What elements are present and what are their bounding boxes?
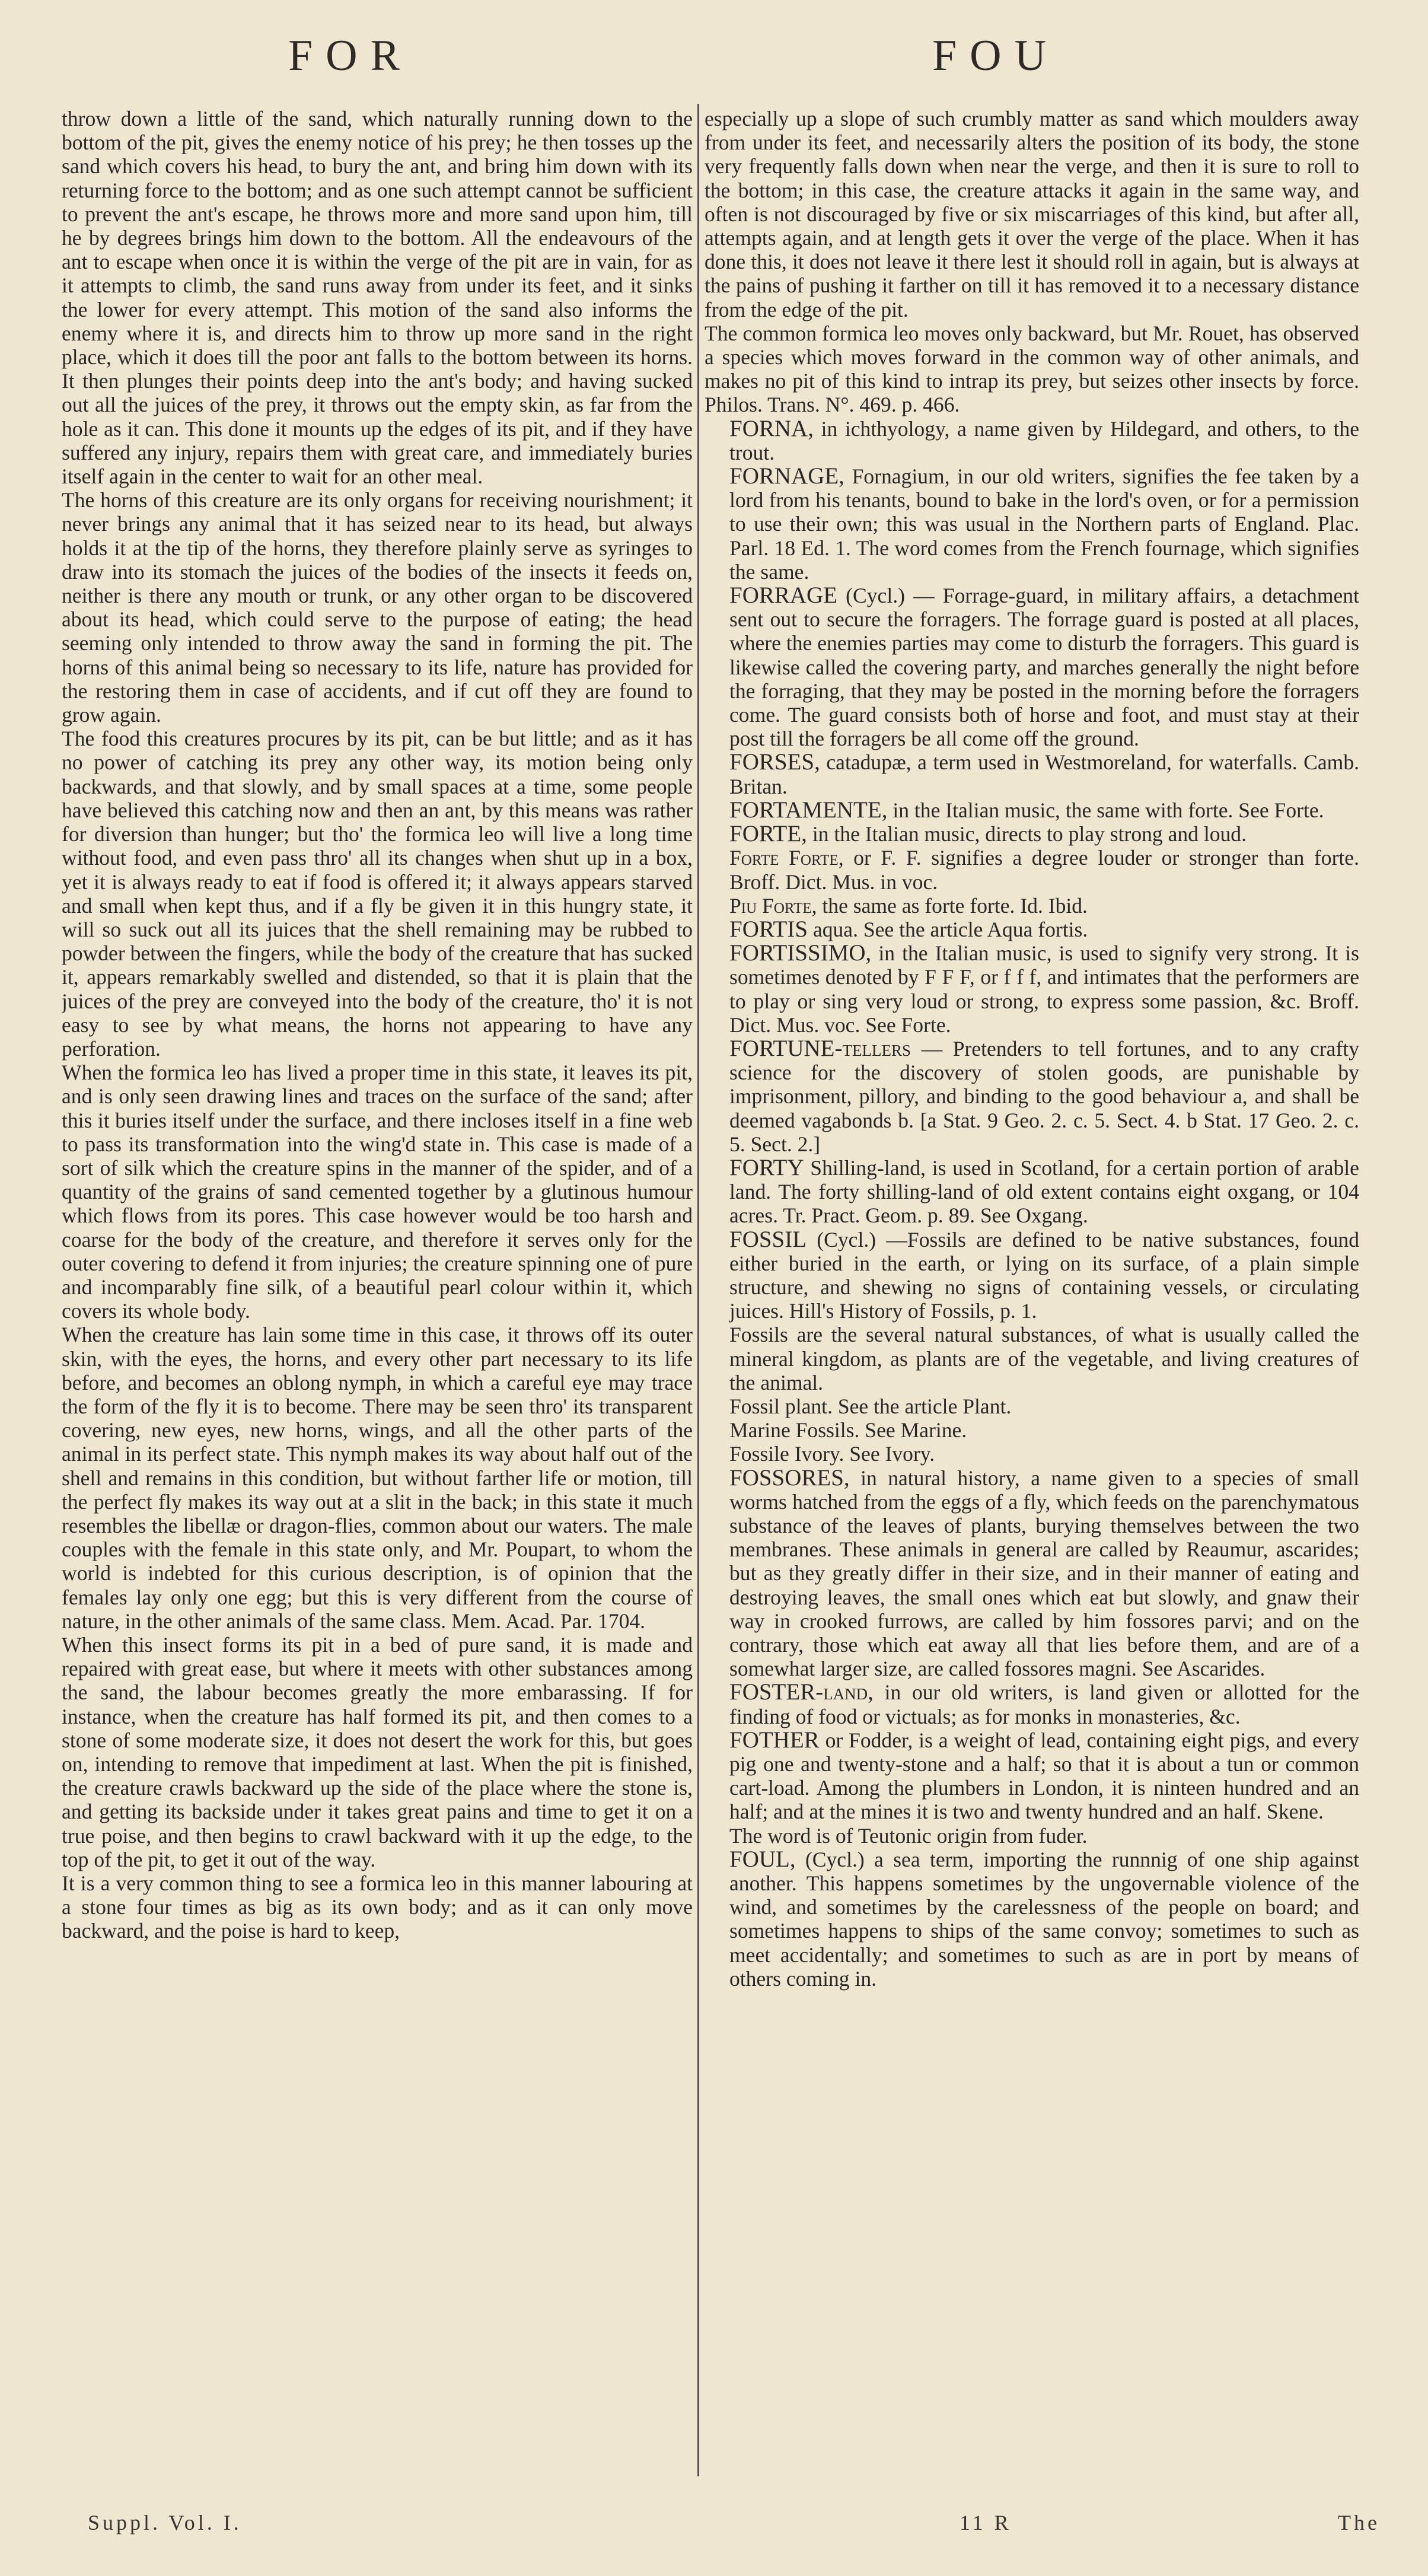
- headword: FORTE,: [729, 821, 807, 847]
- paragraph: The common formica leo moves only backward, but Mr. Rouet, has observed a species which moves forward in the common way of other animals, and makes no pit of this kind to intrap its prey, but seizes other insects by force. Philos. Trans. N°. 469. p. 466.: [705, 321, 1359, 417]
- entry-text: (Cycl.) — Forrage-guard, in military affairs, a detachment sent out to secure the forragers. The forrage guard is posted at all places, where the enemies parties may come to disturb the forragers. This guard is likewise called the covering party, and marches generally the night before the forraging, that they may be posted in the morning before the forragers come. The guard consists both of horse and foot, and must stay at their post till the forragers be all come off the ground.: [729, 584, 1359, 751]
- entry-text: in ichthyology, a name given by Hildegard, and others, to the trout.: [729, 416, 1359, 464]
- headword: FOUL,: [729, 1846, 796, 1872]
- headword: Forte Forte,: [729, 846, 844, 870]
- entry-text: (Cycl.) —Fossils are defined to be native substances, found either buried in the earth, or lying on its surface, of a plain simple structure, and shewing no signs of containing vessels, or circulating juices. Hill's History of Fossils, p. 1.: [729, 1227, 1359, 1323]
- entry-text: in the Italian music, is used to signify very strong. It is sometimes denoted by F F F, or f f f, and intimates that the performers are to play or sing very loud or strong, to express some passion, &c. Broff. Dict. Mus. voc. See Forte.: [729, 941, 1359, 1037]
- footer-volume: Suppl. Vol. I.: [88, 2511, 242, 2534]
- entry-text: in the Italian music, directs to play strong and loud.: [812, 822, 1247, 846]
- footer-catchword: The: [1338, 2511, 1380, 2534]
- entry-forses: [705, 750, 1359, 798]
- entry-fossores: [705, 1466, 1359, 1681]
- entry-fossil-plant: Fossil plant. See the article Plant.: [729, 1394, 1012, 1418]
- entry-text: the same as forte forte. Id. Ibid.: [822, 893, 1088, 918]
- entry-text: or F. F. signifies a degree louder or stronger than forte. Broff. Dict. Mus. in voc.: [729, 846, 1359, 894]
- entry-text: or Fodder, is a weight of lead, containing eight pigs, and every pig one and twenty-stone and a half; so that it is about a tun or common cart-load. Among the plumbers in London, it is ninteen hundred and an half; and at the mines it is two and twenty hundred and an half. Skene.: [729, 1728, 1359, 1824]
- entry-text: in our old writers, is land given or allotted for the finding of food or victuals; as for monks in monasteries, &c.: [729, 1680, 1359, 1728]
- entry-foul: [705, 1848, 1359, 1991]
- paragraph: The horns of this creature are its only organs for receiving nourishment; it never brings any animal that it has seized near to its head, but always holds it at the tip of the horns, they therefore plainly serve as syringes to draw into its stomach the juices of the bodies of the insects it feeds on, neither is there any mouth or trunk, or any other organ to be discovered about its head, which could serve to the purpose of eating; the head seeming only intended to throw away the sand in forming the pit. The horns of this animal being so necessary to its life, nature has provided for the restoring them in case of accidents, and if cut off they are found to grow again.: [62, 488, 693, 727]
- entry-marine-fossils: Marine Fossils. See Marine.: [729, 1418, 967, 1443]
- entry-fortis: [705, 918, 1359, 941]
- headword: FORRAGE: [729, 582, 838, 609]
- entry-piu-forte: [705, 894, 1359, 918]
- running-head-left: FOR: [288, 31, 413, 80]
- entry-text: in natural history, a name given to a species of small worms hatched from the eggs of a fly, which feeds on the parenchymatous substance of the leaves of plants, burying themselves between the two membranes. These animals in general are called by Reaumur, ascarides; but as they greatly differ in their size, and in their manner of eating and destroying leaves, the small ones which eat but slowly, and gnaw their way in crooked furrows, are called by him fossores parvi; and on the contrary, those which eat away all that lies before them, and are of a somewhat larger size, are called fossores magni. See Ascarides.: [729, 1466, 1359, 1681]
- entry-text: Fornagium, in our old writers, signifies the fee taken by a lord from his tenants, bound to bake in the lord's oven, or for a permission to use their own; this was usual in the Northern parts of England. Plac. Parl. 18 Ed. 1. The word comes from the French fournage, which signifies the same.: [729, 464, 1359, 584]
- entry-fossils-sub: Fossils are the several natural substances, of what is usually called the mineral kingdom, as plants are of the vegetable, and living creatures of the animal.: [729, 1323, 1359, 1394]
- running-head-right: FOU: [932, 31, 1060, 80]
- headword: FORTY: [729, 1154, 804, 1180]
- headword: FORNA,: [729, 415, 814, 441]
- entry-text: (Cycl.) a sea term, importing the runnnig of one ship against another. This happens sometimes by the ungovernable violence of the wind, and sometimes by the carelessness of the people on board; and sometimes happens to ships of the same convoy; sometimes to such as meet accidentally; and sometimes to such as are in port by means of others coming in.: [729, 1847, 1359, 1991]
- entry-text: aqua. See the article Aqua fortis.: [812, 917, 1088, 941]
- headword: FORTUNE-tellers: [729, 1035, 911, 1061]
- paragraph: When the creature has lain some time in this case, it throws off its outer skin, with the eyes, the horns, and every other part necessary to its life before, and becomes an oblong nymph, in which a careful eye may trace the form of the fly it is to become. There may be seen thro' its transparent covering, new eyes, new horns, wings, and all the other parts of the animal in its perfect state. This nymph makes its way about half out of the shell and remains in this condition, but without farther life or motion, till the perfect fly makes its way out at a slit in the back; in this state it much resembles the libellæ or dragon-flies, common about our waters. The male couples with the female in this state only, and Mr. Poupart, to whom the world is indebted for this curious description, is of opinion that the females lay only one egg; but this is very different from the course of nature, in the other animals of the same class. Mem. Acad. Par. 1704.: [62, 1323, 693, 1633]
- entry-foster-land: [705, 1680, 1359, 1728]
- entry-fother-origin: The word is of Teutonic origin from fuder.: [729, 1823, 1088, 1848]
- right-column: [705, 107, 1359, 2472]
- entry-fother: [705, 1728, 1359, 1824]
- headword: FORNAGE,: [729, 463, 844, 489]
- entry-forte: [705, 822, 1359, 846]
- paragraph: When this insect forms its pit in a bed of pure sand, it is made and repaired with great ease, but where it meets with other substances among the sand, the labour becomes greatly the more embarassing. If for instance, when the creature has half formed its pit, and then comes to a stone of some moderate size, it does not desert the work for this, but goes on, intending to remove that impediment at last. When the pit is finished, the creature crawls backward up the side of the place where the stone is, and getting its backside under it takes great pains and time to get it on a true poise, and then begins to crawl backward with it up the edge, to the top of the pit, to get it out of the way.: [62, 1633, 693, 1871]
- entry-fossile-ivory: Fossile Ivory. See Ivory.: [729, 1442, 935, 1466]
- entry-fortune-tellers: [705, 1037, 1359, 1156]
- entry-text: Shilling-land, is used in Scotland, for a certain portion of arable land. The forty shilling-land of old extent contains eight oxgang, or 104 acres. Tr. Pract. Geom. p. 89. See Oxgang.: [729, 1155, 1359, 1228]
- entry-text: catadupæ, a term used in Westmoreland, for waterfalls. Camb. Britan.: [729, 750, 1359, 798]
- entry-fortamente: [705, 798, 1359, 822]
- entry-fortissimo: [705, 941, 1359, 1037]
- headword: FOSTER-land,: [729, 1679, 874, 1705]
- headword: FORTAMENTE,: [729, 797, 888, 823]
- entry-forty: [705, 1156, 1359, 1228]
- entry-text: — Pretenders to tell fortunes, and to any crafty science for the discovery of stolen goods, are punishable by imprisonment, pillory, and binding to the good behaviour a, and shall be deemed vagabonds b. [a Stat. 9 Geo. 2. c. 5. Sect. 4. b Stat. 17 Geo. 2. c. 5. Sect. 2.]: [729, 1036, 1359, 1156]
- left-column: [62, 107, 693, 2472]
- entry-fossil: [705, 1228, 1359, 1323]
- column-divider: [697, 104, 699, 2476]
- headword: FORSES,: [729, 749, 820, 775]
- entry-forrage: [705, 584, 1359, 750]
- headword: FOTHER: [729, 1727, 820, 1753]
- paragraph: especially up a slope of such crumbly matter as sand which moulders away from under its feet, and necessarily alters the position of its body, the stone very frequently falls down when near the verge, and then it is sure to roll to the bottom; in this case, the creature attacks it again in the same way, and often is not discouraged by five or six miscarriages of this kind, but after all, attempts again, and at length gets it over the verge of the place. When it has done this, it does not leave it there lest it should roll in again, but is always at the pains of pushing it farther on till it has removed it to a necessary distance from the edge of the pit.: [705, 107, 1359, 321]
- entry-forte-forte: [705, 846, 1359, 893]
- headword: FORTIS: [729, 916, 808, 942]
- paragraph: When the formica leo has lived a proper time in this state, it leaves its pit, and is only seen drawing lines and traces on the surface of the sand; after this it buries itself under the surface, and there incloses itself in a fine web to pass its transformation into the wing'd state in. This case is made of a sort of silk which the creature spins in the manner of the spider, and of a quantity of the grains of sand cemented together by a glutinous humour which flows from its pores. This case however would be too harsh and coarse for the body of the creature, and therefore it serves only for the outer covering to defend it from injuries; the creature spinning one of pure and incomparably fine silk, of a beautiful pearl colour within it, which covers its whole body.: [62, 1061, 693, 1323]
- entry-text: in the Italian music, the same with forte. See Forte.: [893, 798, 1324, 822]
- footer-signature: 11 R: [960, 2511, 1012, 2534]
- headword: FOSSIL: [729, 1226, 807, 1252]
- headword: FORTISSIMO,: [729, 940, 872, 966]
- headword: Piu Forte,: [729, 893, 817, 918]
- headword: FOSSORES,: [729, 1464, 850, 1491]
- paragraph: It is a very common thing to see a formica leo in this manner labouring at a stone four times as big as its own body; and as it can only move backward, and the poise is hard to keep,: [62, 1871, 693, 1943]
- paragraph: throw down a little of the sand, which naturally running down to the bottom of the pit, gives the enemy notice of his prey; he then tosses up the sand which covers his head, to bury the ant, and bring him down with its returning force to the bottom; and as one such attempt cannot be sufficient to prevent the ant's escape, he throws more and more sand upon him, till he by degrees brings him down to the bottom. All the endeavours of the ant to escape when once it is within the verge of the pit are in vain, for as it attempts to climb, the sand runs away from under its feet, and it sinks the lower for every attempt. This motion of the sand also informs the enemy where it is, and directs him to throw up more sand in the right place, which it does till the poor ant falls to the bottom between its horns. It then plunges their points deep into the ant's body; and having sucked out all the juices of the prey, it throws out the empty skin, as far from the hole as it can. This done it mounts up the edges of its pit, and if they have suffered any injury, repairs them with great care, and immediately buries itself again in the center to wait for an other meal.: [62, 107, 693, 489]
- entry-forna: [705, 417, 1359, 464]
- paragraph: The food this creatures procures by its pit, can be but little; and as it has no power of catching its prey any other way, its motion being only backwards, and that slowly, and by small spaces at a time, some people have believed this catching now and then an ant, by this means was rather for diversion than hunger; but tho' the formica leo will live a long time without food, and even pass thro' all its changes when shut up in a box, yet it is always ready to eat if food is offered it; it always appears starved and small when kept thus, and if a fly be given it in this hungry state, it will so suck out all its juices that the shell remaining may be rubbed to powder between the fingers, while the body of the creature that has sucked it, appears remarkably swelled and distended, so that it is plain that the juices of the prey are conveyed into the body of the creature, tho' it is not easy to see by what means, the horns not appearing to have any perforation.: [62, 727, 693, 1061]
- entry-fornage: [705, 464, 1359, 584]
